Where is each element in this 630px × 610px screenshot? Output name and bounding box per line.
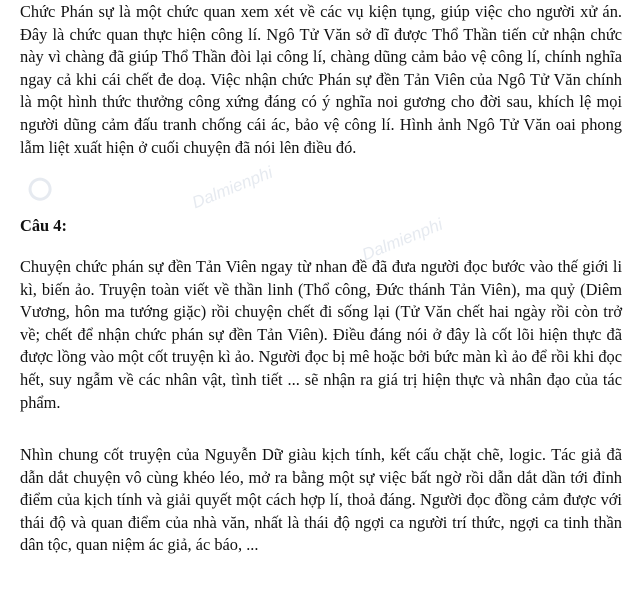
question-heading: Câu 4: <box>20 216 67 235</box>
paragraph-2: Chuyện chức phán sự đền Tản Viên ngay từ nhan đề đã đưa người đọc bước vào thế giới li kì, biến ảo. Truyện toàn viết về thần linh (Thổ công, Đức thánh Tản Viên), ma quỷ (Diêm Vương, hôn ma tướng giặc) rồi chuyện chết đi sống lại (Tử Văn chết hai ngày rồi còn trở về; chết để nhận chức phán sự đền Tản Viên). Điều đáng nói ở đây là cốt lõi hiện thực đã được lồng vào một cốt truyện kì ảo. Người đọc bị mê hoặc bởi bức màn kì ảo để rồi khi đọc hết, suy ngẫm về các nhân vật, tình tiết ... sẽ nhận ra giá trị hiện thực và nhân đạo của tác phẩm. <box>20 257 622 412</box>
watermark-logo-left <box>23 172 59 210</box>
paragraph-3: Nhìn chung cốt truyện của Nguyễn Dữ giàu kịch tính, kết cấu chặt chẽ, logic. Tác giả đã dẫn dắt chuyện vô cùng khéo léo, mở ra bằng một sự việc bất ngờ rồi dẫn dắt dần tới đỉnh điểm của kịch tính và giải quyết một cách hợp lí, thoả đáng. Người đọc đồng cảm được với thái độ và quan điểm của nhà văn, nhất là thái độ ngợi ca người trí thức, ngợi ca tinh thần dân tộc, quan niệm ác giả, ác báo, ... <box>20 445 622 555</box>
watermark-text-2: Dalmienphi <box>359 214 446 265</box>
watermark-icon <box>23 172 57 206</box>
paragraph-1: Chức Phán sự là một chức quan xem xét về các vụ kiện tụng, giúp việc cho người xử án. Đây là chức quan thực hiện công lí. Ngô Tử Văn sở dĩ được Thổ Thần tiến cử nhận chức này vì chàng đã giúp Thổ Thần đòi lại công lí, chàng dũng cảm bảo vệ công lí, chính nghĩa ngay cả khi cái chết đe doạ. Việc nhận chức Phán sự đền Tản Viên của Ngô Tử Văn chính là một hình thức thưởng công xứng đáng có ý nghĩa noi gương cho đời sau, khích lệ mọi người dũng cảm đấu tranh chống cái ác, bảo vệ công lí. Hình ảnh Ngô Tử Văn oai phong lẫm liệt xuất hiện ở cuối chuyện đã nói lên điều đó. <box>20 2 622 157</box>
watermark-text-1: Dalmienphi <box>189 162 276 213</box>
